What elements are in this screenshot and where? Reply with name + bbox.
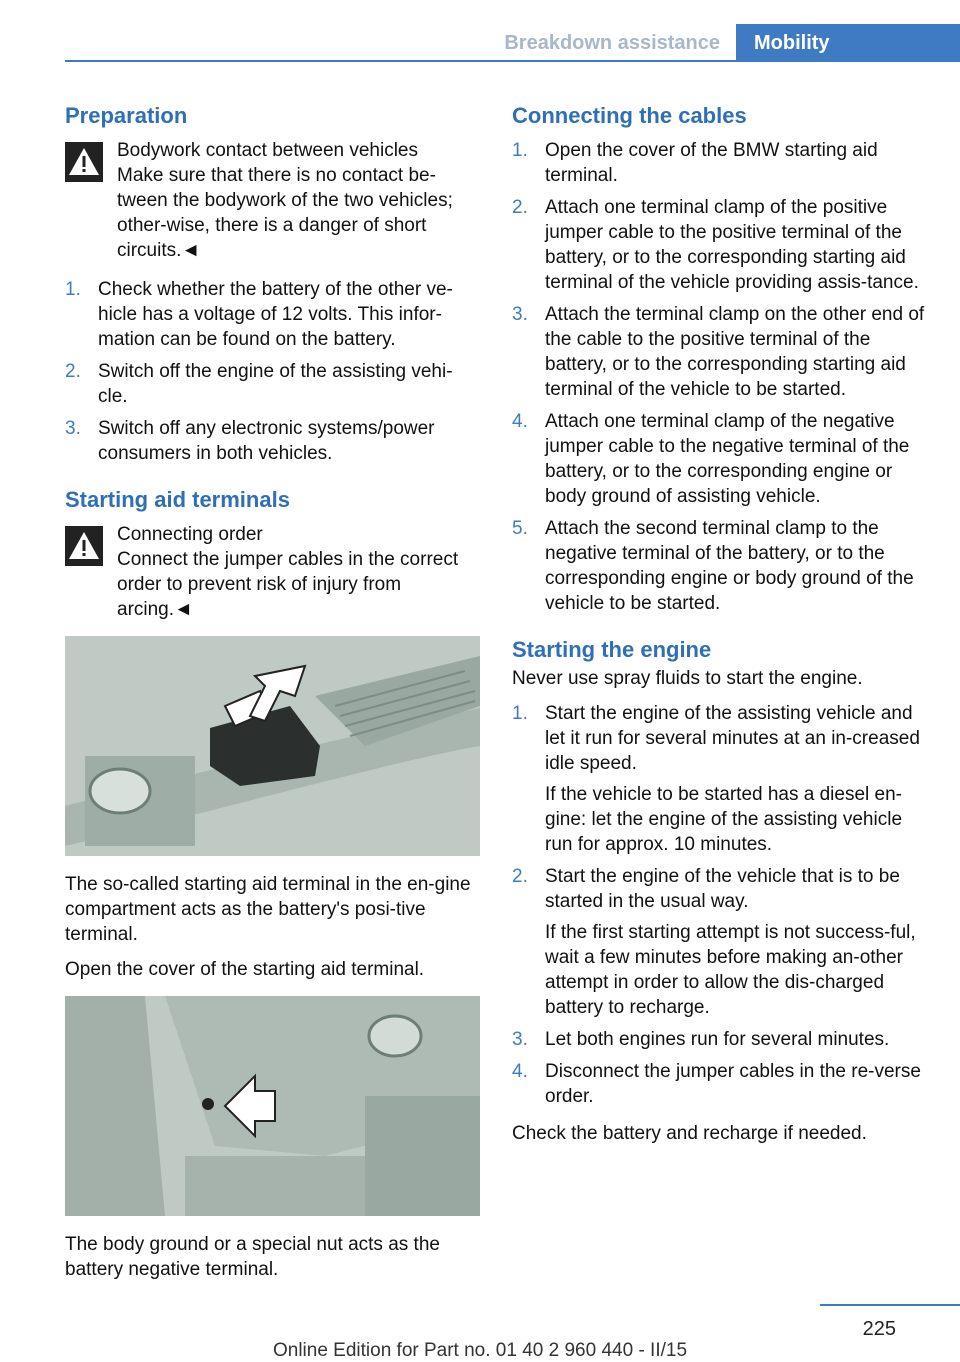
- starting-engine-heading: Starting the engine: [512, 637, 712, 662]
- left-column: [65, 100, 480, 1292]
- list-item: 2. Attach one terminal clamp of the positive jumper cable to the positive terminal of the battery, or to the corresponding starting aid terminal of the vehicle providing assis-tance.: [512, 197, 919, 293]
- preparation-steps: [65, 277, 480, 466]
- header-tab-mobility[interactable]: Mobility: [736, 24, 960, 62]
- engine-outro: Check the battery and recharge if needed.: [512, 1123, 867, 1144]
- connecting-cables-heading: Connecting the cables: [512, 103, 747, 128]
- warning-bodywork: [65, 138, 480, 263]
- list-item: 4. Disconnect the jumper cables in the re-verse order.: [512, 1061, 921, 1107]
- warning-connecting-order: [65, 522, 480, 622]
- list-item: 1. Start the engine of the assisting vehicle and let it run for several minutes at an in-creased idle speed. If the vehicle to be started has a diesel en-gine: let the engine of the assisting vehicle run for approx. 10 minutes.: [512, 703, 920, 855]
- list-item: 4. Attach one terminal clamp of the negative jumper cable to the negative terminal of the battery, or to the corresponding engine or body ground of assisting vehicle.: [512, 411, 910, 507]
- preparation-heading: Preparation: [65, 103, 188, 128]
- caption-body-ground: The body ground or a special nut acts as the battery negative terminal.: [65, 1234, 440, 1280]
- caption-open-cover: Open the cover of the starting aid terminal.: [65, 959, 425, 980]
- list-item: 3. Attach the terminal clamp on the other end of the cable to the positive terminal of the battery, or to the corresponding starting aid terminal of the vehicle to be started.: [512, 304, 925, 400]
- list-item: 3. Let both engines run for several minutes.: [512, 1029, 890, 1050]
- connecting-steps: [512, 138, 927, 616]
- list-item: 1. Open the cover of the BMW starting aid terminal.: [512, 140, 878, 186]
- engine-bay-image-body-ground: [65, 996, 480, 1216]
- right-column: [512, 100, 927, 1156]
- list-item: 5. Attach the second terminal clamp to the negative terminal of the battery, or to the corresponding engine or body ground of the vehicle to be started.: [512, 518, 914, 614]
- list-item: 3. Switch off any electronic systems/power consumers in both vehicles.: [65, 418, 435, 464]
- engine-bay-image-positive-terminal: [65, 636, 480, 856]
- list-item: 1. Check whether the battery of the other ve-hicle has a voltage of 12 volts. This infor-mation can be found on the battery.: [65, 279, 453, 350]
- caption-positive-terminal: The so-called starting aid terminal in the en-gine compartment acts as the battery's posi-tive terminal.: [65, 874, 471, 945]
- footer-rule: [820, 1304, 960, 1306]
- warning-text: Connect the jumper cables in the correct order to prevent risk of injury from arcing.◄: [117, 549, 459, 620]
- warning-title: Connecting order: [117, 524, 263, 545]
- warning-title: Bodywork contact between vehicles: [117, 140, 418, 161]
- starting-aid-terminals-heading: Starting aid terminals: [65, 487, 290, 512]
- header-section-title: Breakdown assistance: [504, 31, 720, 54]
- header-rule: [65, 60, 960, 62]
- edition-footer: Online Edition for Part no. 01 40 2 960 440 - II/15: [272, 1340, 688, 1361]
- list-item: 2. Switch off the engine of the assisting vehi-cle.: [65, 361, 453, 407]
- warning-text: Make sure that there is no contact be-tween the bodywork of the two vehicles; other-wise, there is a danger of short circuits.◄: [117, 165, 453, 261]
- list-item: 2. Start the engine of the vehicle that is to be started in the usual way. If the first starting attempt is not success-ful, wait a few minutes before making an-other attempt in order to allow the dis-charged battery to recharge.: [512, 866, 916, 1018]
- engine-intro: Never use spray fluids to start the engine.: [512, 668, 863, 689]
- page-number: 225: [862, 1318, 896, 1340]
- engine-steps: [512, 701, 927, 1109]
